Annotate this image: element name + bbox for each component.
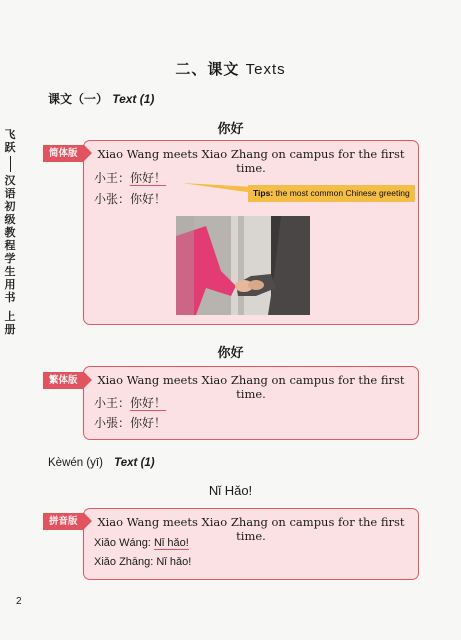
utterance: 你好！ <box>130 396 167 410</box>
spine-part-3: 上册 <box>4 310 16 336</box>
dialog-title-pinyin: Nǐ Hǎo! <box>208 483 253 498</box>
section-title-en: Texts <box>245 61 286 78</box>
dialog-title-simplified: 你好 <box>217 122 244 137</box>
tip-pointer <box>182 181 254 193</box>
page-number: 2 <box>16 596 22 607</box>
pinyin-lesson-heading <box>48 457 155 469</box>
tag-pinyin: 拼音版 <box>43 513 84 530</box>
speaker: 小王： <box>94 171 131 185</box>
lesson-heading <box>48 90 154 107</box>
intro-text: Xiao Wang meets Xiao Zhang on campus for the first time. <box>97 147 405 175</box>
utterance: 你好！ <box>130 171 167 185</box>
spine-dash <box>10 156 11 172</box>
pinyin-dialog-box <box>83 508 419 580</box>
dialog-line-2 <box>94 190 166 207</box>
lesson-heading-en: Text (1) <box>112 92 155 106</box>
section-title-zh: 二、课文 <box>175 60 240 78</box>
tip-label <box>248 185 415 202</box>
pinyin-lesson-heading-py: Kèwén (yī) <box>48 457 103 469</box>
intro-text: Xiao Wang meets Xiao Zhang on campus for the first time. <box>97 515 405 543</box>
lesson-heading-zh: 课文（一） <box>48 92 109 106</box>
dialog-line-2 <box>94 414 166 431</box>
spine-part-2: 汉语初级教程学生用书 <box>4 174 16 304</box>
speaker: Xiǎo Zhāng: <box>94 556 154 568</box>
handshake-photo <box>176 216 310 315</box>
utterance: Nǐ hǎo! <box>153 537 189 549</box>
intro-text: Xiao Wang meets Xiao Zhang on campus for the first time. <box>97 373 405 401</box>
speaker: 小張： <box>94 416 131 430</box>
traditional-dialog-box <box>83 366 419 440</box>
utterance: 你好！ <box>130 416 167 430</box>
utterance: 你好！ <box>130 192 167 206</box>
dialog-line-1 <box>94 537 189 549</box>
tip-heading: Tips: <box>253 188 274 198</box>
tag-traditional: 繁体版 <box>43 372 84 389</box>
spine-part-1: 飞跃 <box>4 128 16 154</box>
tip-text: the most common Chinese greeting <box>275 188 410 198</box>
pinyin-lesson-heading-en: Text (1) <box>114 457 155 469</box>
dialog-line-1 <box>94 394 166 411</box>
tag-simplified: 简体版 <box>43 145 84 162</box>
book-spine-title <box>3 128 17 336</box>
speaker: 小王： <box>94 396 131 410</box>
dialog-line-1 <box>94 169 166 186</box>
dialog-line-2 <box>94 556 191 568</box>
utterance: Nǐ hǎo! <box>156 556 192 568</box>
speaker: 小张： <box>94 192 131 206</box>
speaker: Xiǎo Wáng: <box>94 537 151 549</box>
dialog-title-traditional: 你好 <box>217 346 244 361</box>
section-title <box>0 58 461 79</box>
